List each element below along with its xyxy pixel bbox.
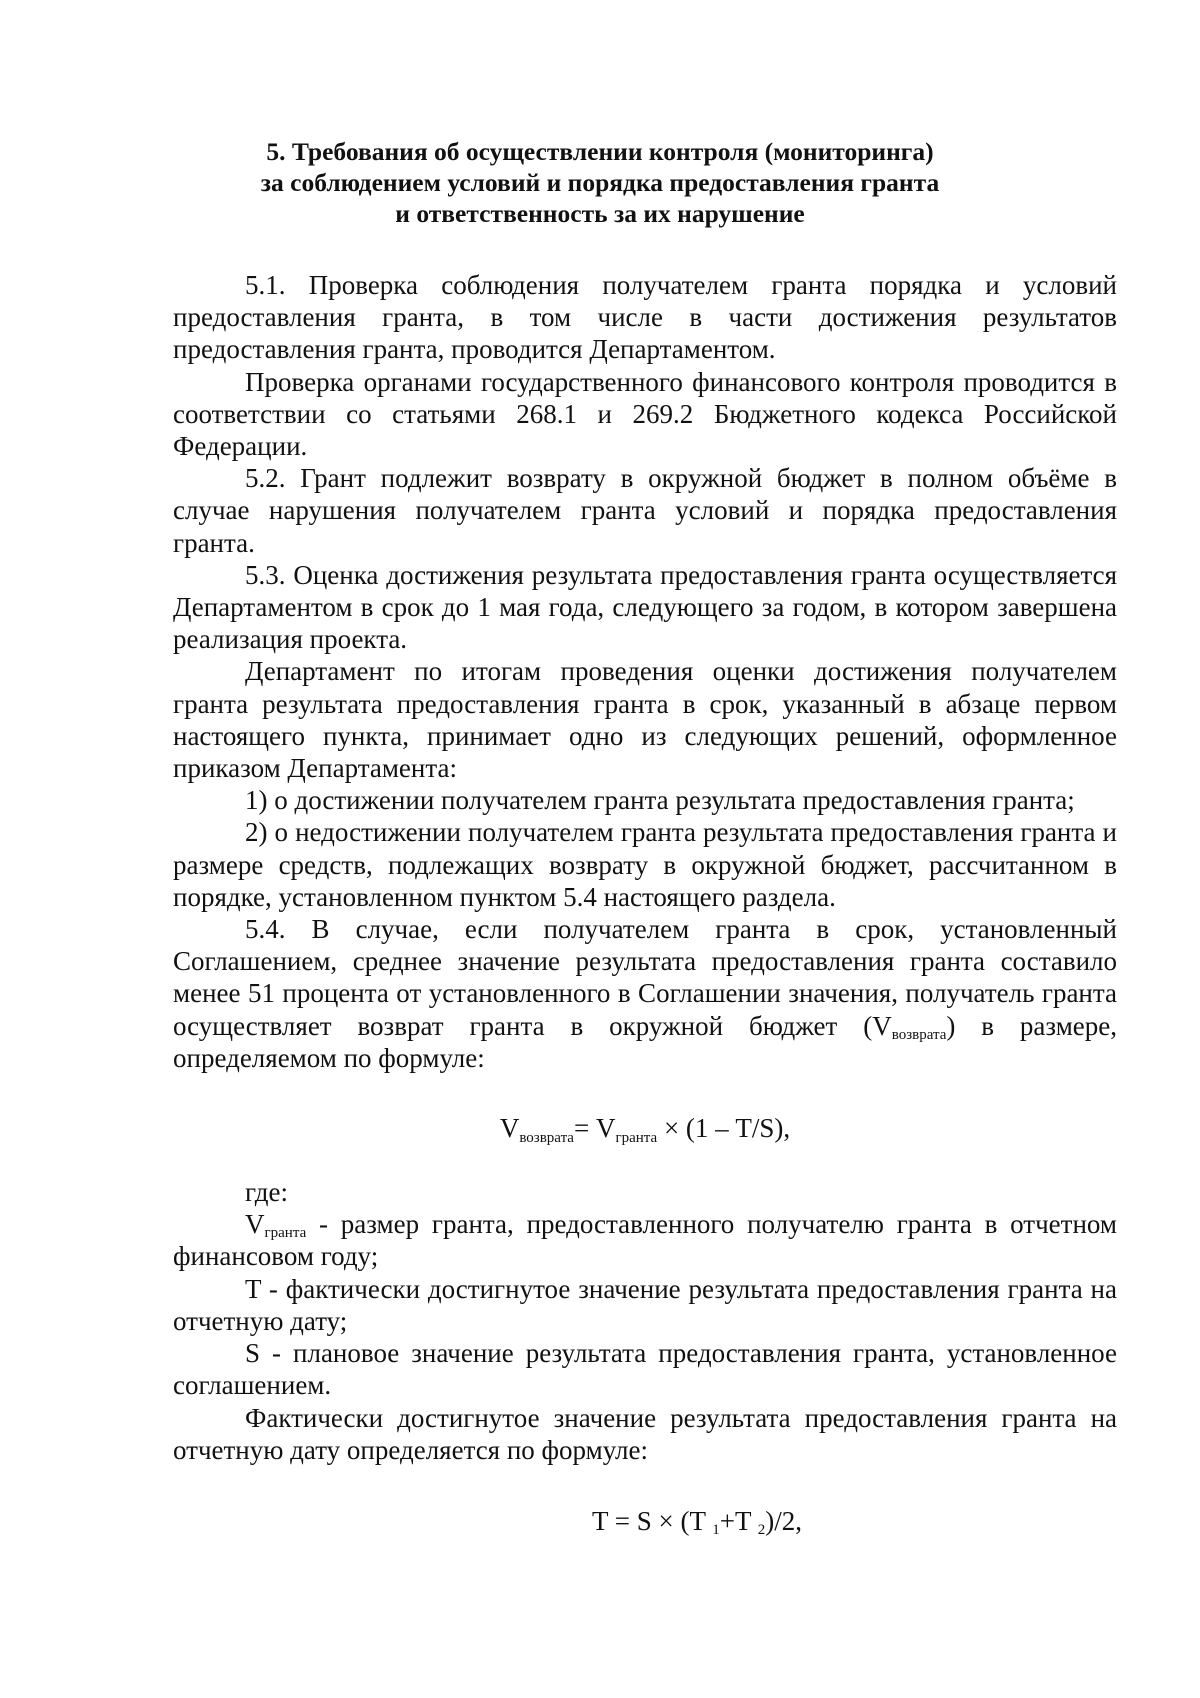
list-item-2: 2) о недостижении получателем гранта результата предоставления гранта и размере средств, подлежащих возврату в окружной бюджет, рассчитанном в порядке, установленном пунктом 5.4 настоящего раздела. [173,817,1117,912]
list-item-1: 1) о достижении получателем гранта результата предоставления гранта; [245,785,1075,816]
paragraph-5-2: 5.2. Грант подлежит возврату в окружной бюджет в полном объёме в случае нарушения получателем гранта условий и порядка предоставления гранта. [173,463,1117,558]
paragraph-5-3-decision: Департамент по итогам проведения оценки достижения получателем гранта результата предоставления гранта в срок, указанный в абзаце первом настоящего пункта, принимает одно из следующих решений, оформленное приказом Департамента: [173,656,1117,784]
formula-sub-granta: гранта [615,1130,658,1147]
section-heading [160,136,1040,229]
paragraph-5-1-audit: Проверка органами государственного финансового контроля проводится в соответствии со статьями 268.1 и 269.2 Бюджетного кодекса Российской Федерации. [173,366,1117,462]
heading-line-1: 5. Требования об осуществлении контроля (мониторинга) [266,137,934,166]
refund-formula: Vвозврата= Vгранта × (1 – T/S), [499,1113,791,1147]
definition-s: S - плановое значение результата предоставления гранта, установленное соглашением. [173,1338,1117,1401]
t-formula: T = S × (T $_1$+T $_2$)/2, [592,1505,802,1538]
heading-line-3: и ответственность за их нарушение [395,199,805,228]
definition-v-grant: $V_{гранта}$ - размер гранта, предоставленного получателю гранта в отчетном финансовом году; [173,1209,1117,1272]
heading-line-2: за соблюдением условий и порядка предоставления гранта [260,168,940,197]
formula-sub-vozvrata: возврата [519,1130,574,1147]
definition-t: T - фактически достигнутое значение результата предоставления гранта на отчетную дату; [173,1273,1117,1336]
paragraph-5-4-text: 5.4. В случае, если получателем гранта в срок, установленный Соглашением, среднее значение результата предоставления гранта составило менее 51 процента от установленного в Соглашении значения, получатель гранта осуществляет возврат гранта в окружной бюджет (V [173,914,1117,1041]
paragraph-5-4 [173,913,1117,1074]
subscript-granta: гранта [264,1225,307,1242]
paragraph-5-4-end: ) в размере, определяемом по формуле: [173,1010,1117,1073]
formula-sub-1: 1 [712,1521,720,1538]
paragraph-5-1: 5.1. Проверка соблюдения получателем гранта порядка и условий предоставления гранта, в том числе в части достижения результатов предоставления гранта, проводится Департаментом. [173,270,1117,365]
subscript-vozvrata: возврата [891,1026,947,1043]
document-body [173,269,1117,1537]
formula-sub-2: 2 [757,1521,766,1538]
t-formula-intro: Фактически достигнутое значение результата предоставления гранта на отчетную дату определяется по формуле: [173,1402,1117,1465]
paragraph-5-3: 5.3. Оценка достижения результата предоставления гранта осуществляется Департаментом в срок до 1 мая года, следующего за годом, в котором завершена реализация проекта. [173,559,1117,655]
where-label: где: [245,1177,288,1208]
